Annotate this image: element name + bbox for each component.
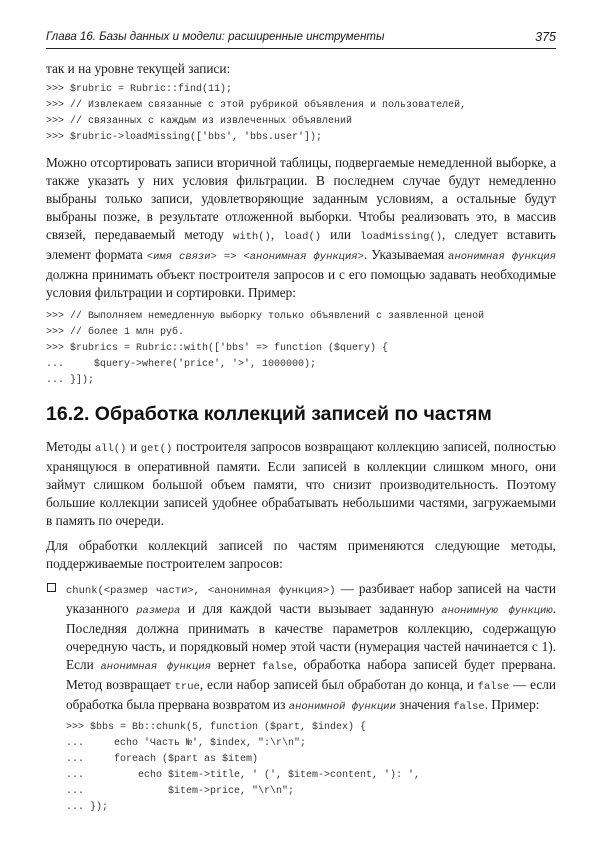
inline-code-placeholder: анонимная функция [100,661,211,673]
inline-code: all() [94,443,127,455]
list-item-chunk [46,580,556,816]
inline-code-placeholder: анонимной функции [288,701,396,713]
paragraph-sorting [46,154,556,302]
inline-code: chunk(<размер части>, <анонимная функция>) [66,585,336,597]
text: — если обработка была прервана возвратом из [66,677,556,712]
text: . Пример: [484,697,540,712]
text: , следует вставить элемент формата [46,227,557,262]
text: . Последняя должна принимать в качестве параметров коллекцию, содержащую очередную часть, и порядковый номер этой части (нумерация частей начинается с 1). Если [66,601,556,672]
text: , [270,227,284,242]
page-header [46,28,556,49]
inline-code: false [453,701,485,713]
paragraph-intro: так и на уровне текущей записи: [46,61,231,76]
text: должна принимать объект построителя запросов и с его помощью задавать необходимые условия фильтрации и сортировки. Пример: [46,267,556,300]
inline-code: false [477,681,510,693]
text: построителя запросов возвращают коллекцию записей, полностью хранящуюся в оперативной памяти. Если записей в коллекции слишком много, они займут слишком большой объем памяти, что снизит производительность. Поэтому большие коллекции записей удобнее обрабатывать небольшими частями, загружаемыми в память по очереди. [46,439,556,528]
text: и для каждой части вызывает заданную [180,601,442,616]
inline-code-placeholder: <имя связи> => <анонимная функция> [146,251,364,263]
code-block-chunk: >>> $bbs = Bb::chunk(5, function ($part, $index) { ... echo 'Часть №', $index, ":\r\n"; ... foreach ($part as $item) ... echo $item->title, ' (', $item->content, '): ', ... $item->price, "\r\n"; ... }); [66,722,421,813]
inline-code: get() [140,443,173,455]
inline-code-placeholder: размера [136,605,181,617]
inline-code: false [261,661,294,673]
text: , обработка набора записей будет прервана. Метод возвращает [66,657,556,692]
code-block-with-filter: >>> // Выполняем немедленную выборку только объявлений с заявленной ценой >>> // более 1 млн руб. >>> $rubrics = Rubric::with(['bbs' => function ($query) { ... $query->where('price', '>', 1000000); ... }]); [46,311,485,386]
page-number: 375 [535,30,556,44]
chunk-description [66,580,556,716]
section-heading: 16.2. Обработка коллекций записей по частям [46,403,492,425]
inline-code-placeholder: анонимную функцию [441,605,553,617]
paragraph-methods: Для обработки коллекций записей по частям применяются следующие методы, поддерживаемые построителем запросов: [46,538,556,571]
inline-code: load() [283,231,322,243]
text: . Указываемая [363,247,449,262]
chapter-title: Глава 16. Базы данных и модели: расширенные инструменты [46,31,385,43]
text: вернет [210,657,262,672]
text: или [321,227,361,242]
inline-code: true [174,681,200,693]
inline-code: with() [233,231,271,243]
checkbox-bullet-icon [47,583,56,592]
text: значения [395,697,454,712]
paragraph-collections [46,438,556,530]
text: Можно отсортировать записи вторичной таблицы, подвергаемые немедленной выборке, а также указать у них условия фильтрации. В последнем случае будут немедленно выбраны только записи, удовлетворяющие заданным условиям, а остальные будут выбраны позже, в результате отложенной выборки. Чтобы реализовать это, в массив связей, передаваемый методу [46,155,556,242]
inline-code: loadMissing() [360,231,443,243]
text: — разбивает набор записей на части указанного [66,581,556,616]
text: Методы [46,439,95,454]
text: , если набор записей был обработан до конца, и [199,677,478,692]
text: и [126,439,141,454]
code-block-loadmissing: >>> $rubric = Rubric::find(11); >>> // Извлекаем связанные с этой рубрикой объявления и пользователей, >>> // связанных с каждым из извлеченных объявлений >>> $rubric->loadMissing(['bbs', 'bbs.user']); [46,84,467,143]
page-content [46,60,556,824]
inline-code-placeholder: анонимная функция [448,251,556,263]
